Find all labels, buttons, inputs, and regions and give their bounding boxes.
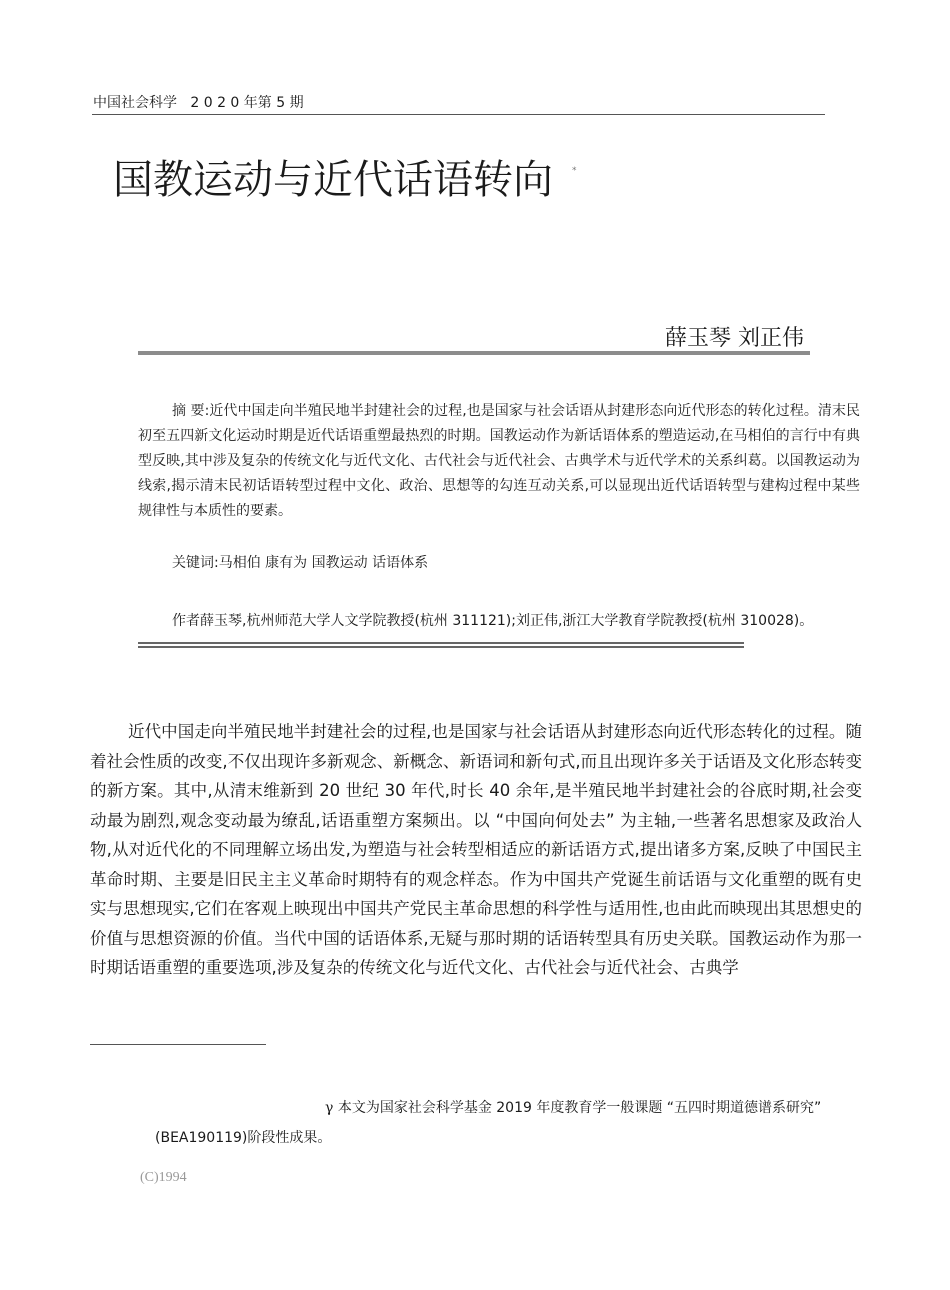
footnote-text-1: 本文为国家社会科学基金 2019 年度教育学一般课题 “五四时期道德谱系研究”	[333, 1100, 822, 1116]
article-title: 国教运动与近代话语转向	[113, 157, 553, 203]
copyright: (C)1994	[140, 1170, 187, 1185]
keywords: 关键词:马相伯 康有为 国教运动 话语体系	[172, 555, 429, 571]
footnote-line-2: (BEA190119)阶段性成果。	[155, 1130, 332, 1146]
author-info: 作者薛玉琴,杭州师范大学人文学院教授(杭州 311121);刘正伟,浙江大学教育学院教授(杭州 310028)。	[172, 613, 814, 629]
abstract-text: 摘 要:近代中国走向半殖民地半封建社会的过程,也是国家与社会话语从封建形态向近代形态的转化过程。清末民初至五四新文化运动时期是近代话语重塑最热烈的时期。国教运动作为新话语体系的塑造运动,在马相伯的言行中有典型反映,其中涉及复杂的传统文化与近代文化、古代社会与近代社会、古典学术与近代学术的关系纠葛。以国教运动为线索,揭示清末民初话语转型过程中文化、政治、思想等的勾连互动关系,可以显现出近代话语转型与建构过程中某些规律性与本质性的要素。	[138, 403, 860, 519]
footnote-rule	[90, 1044, 266, 1045]
author-rule	[138, 351, 810, 355]
title-footnote-mark: *	[572, 166, 577, 176]
body-paragraph: 近代中国走向半殖民地半封建社会的过程,也是国家与社会话语从封建形态向近代形态转化的过程。随着社会性质的改变,不仅出现许多新观念、新概念、新语词和新句式,而且出现许多关于话语及文化形态转变的新方案。其中,从清末维新到 20 世纪 30 年代,时长 40 余年,是半殖民地半封建社会的谷底时期,社会变动最为剧烈,观念变动最为缭乱,话语重塑方案频出。以 “中国向何处去” 为主轴,一些著名思想家及政治人物,从对近代化的不同理解立场出发,为塑造与社会转型相适应的新话语方式,提出诸多方案,反映了中国民主革命时期、主要是旧民主主义革命时期特有的观念样态。作为中国共产党诞生前话语与文化重塑的既有史实与思想现实,它们在客观上映现出中国共产党民主革命思想的科学性与适用性,也由此而映现出其思想史的价值与思想资源的价值。当代中国的话语体系,无疑与那时期的话语转型具有历史关联。国教运动作为那一时期话语重塑的重要选项,涉及复杂的传统文化与近代文化、古代社会与近代社会、古典学	[90, 722, 862, 977]
abstract-rule-bottom	[138, 646, 744, 648]
abstract-rule-top	[138, 642, 744, 644]
running-header: 中国社会科学 2 0 2 0 年第 5 期	[93, 95, 304, 111]
header-rule	[92, 114, 825, 115]
footnote-line-1	[325, 1097, 821, 1117]
authors: 薛玉琴 刘正伟	[665, 326, 804, 351]
footnote-mark: γ	[325, 1100, 334, 1116]
